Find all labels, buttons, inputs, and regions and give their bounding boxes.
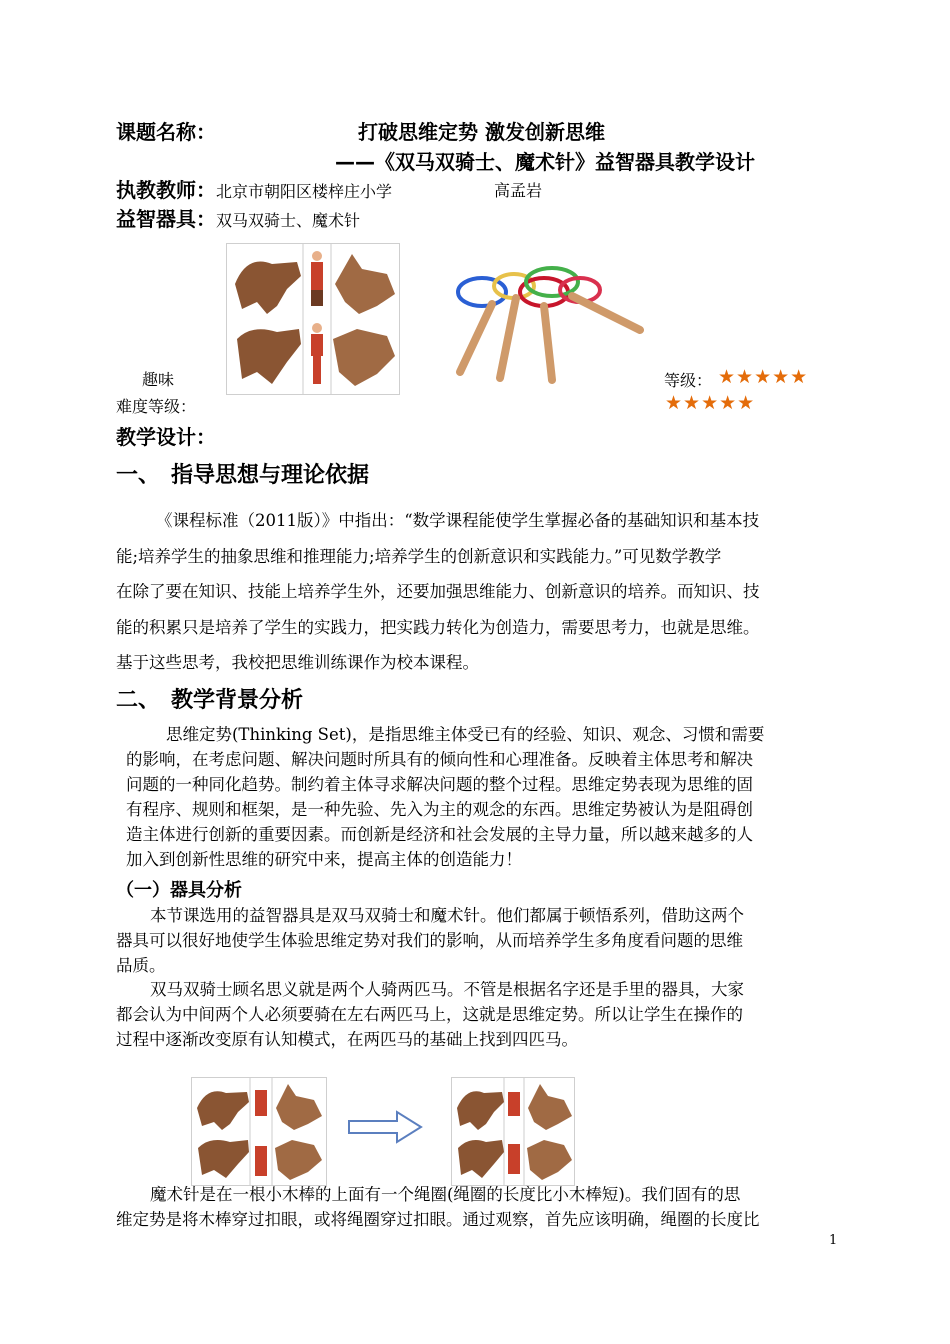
text-line: 有程序、规则和框架，是一种先验、先入为主的观念的东西。思维定势被认为是阻碍创 — [126, 800, 753, 819]
text-line: 能的积累只是培养了学生的实践力，把实践力转化为创造力，需要思考力，也就是思维。 — [116, 617, 760, 637]
text-line: 双马双骑士顾名思义就是两个人骑两匹马。不管是根据名字还是手里的器具，大家 — [150, 980, 744, 999]
section1-title: 指导思想与理论依据 — [171, 463, 370, 488]
teacher-name: 高孟岩 — [494, 181, 543, 200]
subsection1-paragraph3 — [116, 1182, 846, 1232]
teacher-label: 执教教师： — [116, 178, 216, 202]
tools-label: 益智器具： — [116, 207, 216, 231]
section2-paragraph — [126, 722, 846, 872]
text-line: 问题的一种同化趋势。制约着主体寻求解决问题的整个过程。思维定势表现为思维的固 — [126, 775, 753, 794]
tools-line — [116, 203, 360, 232]
topic-subtitle: ——《双马双骑士、魔术针》益智器具教学设计 — [335, 150, 755, 174]
text-line: 思维定势(Thinking Set)，是指思维主体受已有的经验、知识、观念、习惯和需要 — [166, 725, 765, 744]
text-line: 的影响，在考虑问题、解决问题时所具有的倾向性和心理准备。反映着主体思考和解决 — [126, 750, 753, 769]
text-line: 维定势是将木棒穿过扣眼，或将绳圈穿过扣眼。通过观察，首先应该明确，绳圈的长度比 — [116, 1210, 760, 1229]
text-line: 《课程标准（2011版）》中指出：“数学课程能使学生掌握必备的基础知识和基本技 — [156, 511, 760, 530]
text-line: 过程中逐渐改变原有认知模式，在两匹马的基础上找到四匹马。 — [116, 1030, 578, 1049]
section1-number: 一、 — [116, 463, 161, 488]
two-horse-arrangement-image — [191, 1077, 327, 1186]
text-line: 器具可以很好地使学生体验思维定势对我们的影响，从而培养学生多角度看问题的思维 — [116, 931, 743, 950]
difficulty-label: 难度等级： — [116, 397, 197, 416]
subsection1-paragraph1 — [116, 903, 846, 978]
level-label: 等级： — [664, 371, 713, 390]
section2-title: 教学背景分析 — [171, 688, 304, 713]
page-number: 1 — [829, 1233, 838, 1248]
text-line: 魔术针是在一根小木棒的上面有一个绳圈(绳圈的长度比小木棒短)。我们固有的思 — [150, 1185, 741, 1204]
subsection1-paragraph2 — [116, 977, 846, 1052]
double-horse-puzzle-image — [226, 243, 400, 395]
text-line: 本节课选用的益智器具是双马双骑士和魔术针。他们都属于顿悟系列，借助这两个 — [150, 906, 744, 925]
text-line: 造主体进行创新的重要因素。而创新是经济和社会发展的主导力量，所以越来越多的人 — [126, 825, 753, 844]
fun-label: 趣味 — [142, 370, 175, 389]
topic-title: 打破思维定势 激发创新思维 — [358, 120, 605, 144]
section1-paragraph — [116, 503, 846, 681]
section2-number: 二、 — [116, 688, 161, 713]
difficulty-star-rating: ★★★★★ — [665, 392, 756, 414]
teacher-line — [116, 174, 392, 203]
text-line: 都会认为中间两个人必须要骑在左右两匹马上，这就是思维定势。所以让学生在操作的 — [116, 1005, 743, 1024]
tools-value: 双马双骑士、魔术针 — [216, 211, 361, 230]
subsection1-title: （一）器具分析 — [116, 880, 242, 901]
text-line: 在除了要在知识、技能上培养学生外，还要加强思维能力、创新意识的培养。而知识、技 — [116, 582, 760, 601]
design-label: 教学设计： — [116, 425, 216, 449]
four-horse-arrangement-image — [451, 1077, 575, 1186]
magic-needle-image — [452, 260, 644, 385]
text-line: 加入到创新性思维的研究中来，提高主体的创造能力！ — [126, 850, 522, 869]
topic-label: 课题名称： — [116, 120, 216, 144]
fun-star-rating: ★★★★★ — [718, 366, 809, 388]
teacher-school: 北京市朝阳区楼梓庄小学 — [216, 182, 393, 201]
transform-arrow-icon — [347, 1110, 423, 1144]
text-line: 基于这些思考，我校把思维训练课作为校本课程。 — [116, 653, 479, 672]
text-line: 品质。 — [116, 956, 166, 975]
text-line: 能;培养学生的抽象思维和推理能力;培养学生的创新意识和实践能力。”可见数学教学 — [116, 546, 722, 566]
